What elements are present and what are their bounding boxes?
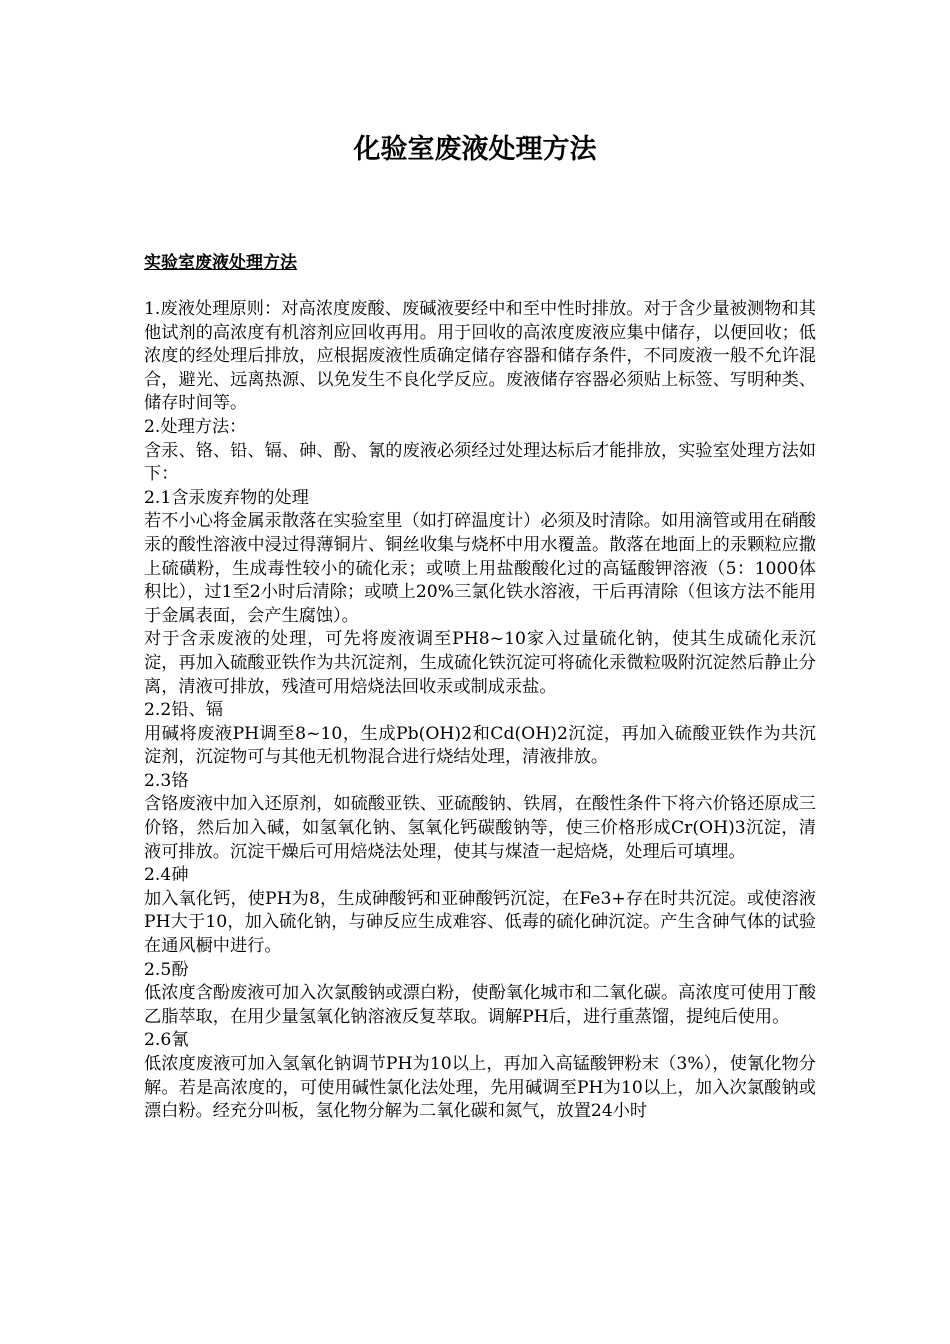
- paragraph-cyanide-heading: 2.6氰: [144, 1030, 189, 1051]
- paragraph-lead-cadmium: 用碱将废液PH调至8~10，生成Pb(OH)2和Cd(OH)2沉淀，再加入硫酸亚铁作为共沉淀剂，沉淀物可与其他无机物混合进行烧结处理，清液排放。: [144, 723, 816, 768]
- paragraph-cyanide: 低浓度废液可加入氢氧化钠调节PH为10以上，再加入高锰酸钾粉末（3%），使氰化物分解。若是高浓度的，可使用碱性氯化法处理，先用碱调至PH为10以上，加入次氯酸钠或漂白粉。经充分叫板，氢化物分解为二氧化碳和氮气，放置24小时: [144, 1054, 816, 1122]
- paragraph-arsenic-heading: 2.4砷: [144, 865, 189, 886]
- paragraph-methods-intro: 含汞、铬、铅、镉、砷、酚、氰的废液必须经过处理达标后才能排放，实验室处理方法如下：: [144, 440, 816, 485]
- paragraph-mercury-heading: 2.1含汞废弃物的处理: [144, 487, 309, 508]
- paragraph-lead-cadmium-heading: 2.2铅、镉: [144, 700, 223, 721]
- paragraph-mercury-liquid: 对于含汞废液的处理，可先将废液调至PH8~10家入过量硫化钠，使其生成硫化汞沉淀，再加入硫酸亚铁作为共沉淀剂，生成硫化铁沉淀可将硫化汞微粒吸附沉淀然后静止分离，清液可排放，残渣可用焙烧法回收汞或制成汞盐。: [144, 629, 816, 697]
- paragraph-chromium: 含铬废液中加入还原剂，如硫酸亚铁、亚硫酸钠、铁屑，在酸性条件下将六价铬还原成三价铬，然后加入碱，如氢氧化钠、氢氧化钙碳酸钠等，使三价格形成Cr(OH)3沉淀，清液可排放。沉淀干燥后可用焙烧法处理，使其与煤渣一起焙烧，处理后可填埋。: [144, 794, 816, 862]
- paragraph-chromium-heading: 2.3铬: [144, 770, 189, 791]
- paragraph-phenol-heading: 2.5酚: [144, 959, 189, 980]
- paragraph-arsenic: 加入氧化钙，使PH为8，生成砷酸钙和亚砷酸钙沉淀，在Fe3+存在时共沉淀。或使溶液PH大于10，加入硫化钠，与砷反应生成难容、低毒的硫化砷沉淀。产生含砷气体的试验在通风橱中进行。: [144, 888, 816, 957]
- section-heading: 实验室废液处理方法: [144, 253, 297, 273]
- paragraph-principles: 1.废液处理原则：对高浓度废酸、废碱液要经中和至中性时排放。对于含少量被测物和其他试剂的高浓度有机溶剂应回收再用。用于回收的高浓度废液应集中储存，以便回收；低浓度的经处理后排放，应根据废液性质确定储存容器和储存条件，不同废液一般不允许混合，避光、远离热源、以免发生不良化学反应。废液储存容器必须贴上标签、写明种类、储存时间等。: [144, 299, 816, 414]
- document-title: 化验室废液处理方法: [353, 134, 597, 165]
- document-body: [144, 298, 816, 1124]
- paragraph-mercury-spill: 若不小心将金属汞散落在实验室里（如打碎温度计）必须及时清除。如用滴管或用在硝酸汞的酸性溶液中浸过得薄铜片、铜丝收集与烧杯中用水覆盖。散落在地面上的汞颗粒应撒上硫磺粉，生成毒性较小的硫化汞；或喷上用盐酸酸化过的高锰酸钾溶液（5：1000体积比），过1至2小时后清除；或喷上20%三氯化铁水溶液，干后再清除（但该方法不能用于金属表面，会产生腐蚀）。: [144, 511, 816, 626]
- paragraph-phenol: 低浓度含酚废液可加入次氯酸钠或漂白粉，使酚氧化城市和二氧化碳。高浓度可使用丁酸乙脂萃取，在用少量氢氧化钠溶液反复萃取。调解PH后，进行重蒸馏，提纯后使用。: [144, 983, 816, 1027]
- paragraph-methods-heading: 2.处理方法：: [144, 416, 247, 437]
